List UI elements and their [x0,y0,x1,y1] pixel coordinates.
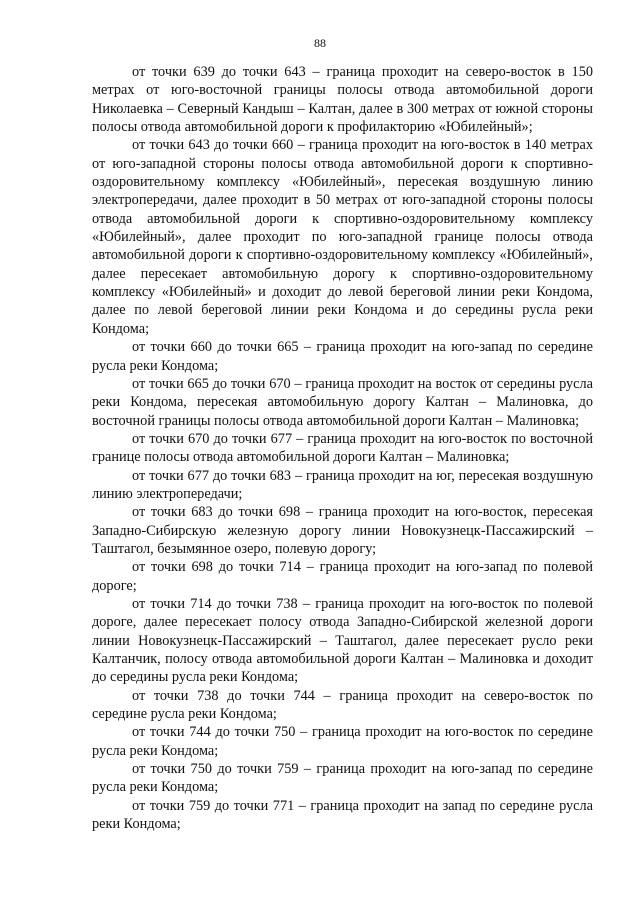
boundary-paragraph-759-771: от точки 759 до точки 771 – граница проходит на запад по середине русла реки Кондома; [92,797,593,833]
boundary-paragraph-639-643: от точки 639 до точки 643 – граница проходит на северо-восток в 150 метрах от юго-восточной границы полосы отвода автомобильной дороги Николаевка – Северный Кандыш – Калтан, далее в 300 метрах от южной стороны полосы отвода автомобильной дороги к профилакторию «Юбилейный»; [92,64,593,136]
boundary-paragraph-750-759: от точки 750 до точки 759 – граница проходит на юго-запад по середине русла реки Кондома; [92,761,593,796]
boundary-paragraph-677-683: от точки 677 до точки 683 – граница проходит на юг, пересекая воздушную линию электропередачи; [92,467,593,502]
boundary-paragraph-714-738: от точки 714 до точки 738 – граница проходит на юго-восток по полевой дороге, далее пересекает полосу отвода Западно-Сибирской железной дороги линии Новокузнецк-Пассажирский – Таштагол, далее пересекает русло реки Калтанчик, полосу отвода автомобильной дороги Калтан – Малиновка и доходит до середины русла реки Кондома; [92,595,593,686]
document-body [92,63,593,833]
page-number: 88 [314,36,326,50]
boundary-paragraph-744-750: от точки 744 до точки 750 – граница проходит на юго-восток по середине русла реки Кондома; [92,724,593,759]
boundary-paragraph-643-660: от точки 643 до точки 660 – граница проходит на юго-восток в 140 метрах от юго-западной стороны полосы отвода автомобильной дороги к спортивно-оздоровительному комплексу «Юбилейный», пересекая воздушную линию электропередачи, далее проходит в 50 метрах от юго-западной стороны полосы отвода автомобильной дороги к спортивно-оздоровительному комплексу «Юбилейный», далее проходит по юго-западной границе полосы отвода автомобильной дороги к спортивно-оздоровительному комплексу «Юбилейный», далее пересекает автомобильную дорогу к спортивно-оздоровительному комплексу «Юбилейный» и доходит до левой береговой линии реки Кондома, далее по левой береговой линии реки Кондома и до середины русла реки Кондома; [92,137,593,337]
boundary-paragraph-670-677: от точки 670 до точки 677 – граница проходит на юго-восток по восточной границе полосы отвода автомобильной дороги Калтан – Малиновка; [92,430,593,466]
boundary-paragraph-738-744: от точки 738 до точки 744 – граница проходит на северо-восток по середине русла реки Кондома; [92,687,593,723]
boundary-paragraph-698-714: от точки 698 до точки 714 – граница проходит на юго-запад по полевой дороге; [92,559,593,594]
boundary-paragraph-660-665: от точки 660 до точки 665 – граница проходит на юго-запад по середине русла реки Кондома; [92,339,593,374]
boundary-paragraph-665-670: от точки 665 до точки 670 – граница проходит на восток от середины русла реки Кондома, пересекая автомобильную дорогу Калтан – Малиновка, до восточной границы полосы отвода автомобильной дороги Калтан – Малиновка; [92,375,593,429]
boundary-paragraph-683-698: от точки 683 до точки 698 – граница проходит на юго-восток, пересекая Западно-Сибирскую железную дорогу линии Новокузнецк-Пассажирский – Таштагол, безымянное озеро, полевую дорогу; [92,504,593,557]
